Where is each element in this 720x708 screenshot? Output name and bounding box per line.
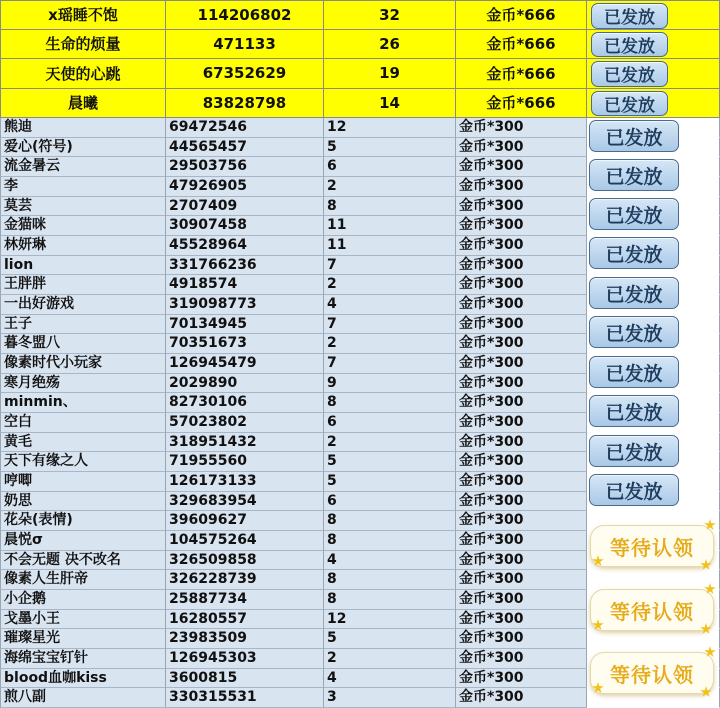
player-name-cell: 晨悦σ	[0, 531, 166, 551]
player-name-cell: 流金暑云	[0, 157, 166, 177]
player-id-cell: 331766236	[166, 256, 324, 276]
player-name-cell: 小企鹅	[0, 590, 166, 610]
level-cell: 11	[324, 216, 456, 236]
player-name-cell: 晨曦	[0, 89, 166, 119]
reward-cell: 金币*300	[456, 492, 587, 512]
player-id-cell: 330315531	[166, 688, 324, 708]
player-id-cell: 45528964	[166, 236, 324, 256]
released-button[interactable]: 已发放	[591, 61, 668, 87]
level-cell: 5	[324, 472, 456, 492]
reward-cell: 金币*300	[456, 295, 587, 315]
reward-cell: 金币*666	[456, 59, 587, 89]
player-id-cell: 114206802	[166, 0, 324, 30]
top-reward-row	[0, 89, 720, 119]
player-name-cell: 空白	[0, 413, 166, 433]
level-cell: 5	[324, 629, 456, 649]
player-name-cell: 爱心(符号)	[0, 138, 166, 158]
released-button[interactable]: 已发放	[591, 91, 668, 117]
pending-claim-button[interactable]: 等待认领	[590, 589, 714, 631]
player-name-cell: 奶思	[0, 492, 166, 512]
level-cell: 6	[324, 157, 456, 177]
player-name-cell: 林妍琳	[0, 236, 166, 256]
level-cell: 7	[324, 315, 456, 335]
level-cell: 9	[324, 374, 456, 394]
player-id-cell: 71955560	[166, 452, 324, 472]
status-cell	[587, 0, 720, 30]
player-id-cell: 83828798	[166, 89, 324, 119]
level-cell: 2	[324, 334, 456, 354]
player-name-cell: 戈墨小王	[0, 610, 166, 630]
released-button[interactable]: 已发放	[589, 356, 679, 388]
released-button[interactable]: 已发放	[589, 237, 679, 269]
player-id-cell: 29503756	[166, 157, 324, 177]
player-name-cell: 暮冬盟八	[0, 334, 166, 354]
reward-cell: 金币*300	[456, 452, 587, 472]
released-button[interactable]: 已发放	[589, 395, 679, 427]
released-button[interactable]: 已发放	[589, 435, 679, 467]
player-name-cell: 哼唧	[0, 472, 166, 492]
reward-cell: 金币*300	[456, 118, 587, 138]
level-cell: 2	[324, 433, 456, 453]
player-id-cell: 25887734	[166, 590, 324, 610]
level-cell: 19	[324, 59, 456, 89]
player-name-cell: 生命的烦量	[0, 30, 166, 60]
player-id-cell: 2029890	[166, 374, 324, 394]
reward-cell: 金币*300	[456, 334, 587, 354]
released-button[interactable]: 已发放	[589, 316, 679, 348]
reward-cell: 金币*300	[456, 354, 587, 374]
level-cell: 4	[324, 551, 456, 571]
player-id-cell: 318951432	[166, 433, 324, 453]
reward-cell: 金币*300	[456, 216, 587, 236]
player-id-cell: 44565457	[166, 138, 324, 158]
reward-cell: 金币*300	[456, 649, 587, 669]
level-cell: 8	[324, 531, 456, 551]
player-name-cell: 寒月绝殇	[0, 374, 166, 394]
player-id-cell: 329683954	[166, 492, 324, 512]
reward-cell: 金币*300	[456, 590, 587, 610]
player-id-cell: 16280557	[166, 610, 324, 630]
player-name-cell: 李	[0, 177, 166, 197]
player-name-cell: 花朵(表情)	[0, 511, 166, 531]
player-name-cell: lion	[0, 256, 166, 276]
reward-cell: 金币*300	[456, 393, 587, 413]
player-name-cell: 一出好游戏	[0, 295, 166, 315]
top-reward-row	[0, 30, 720, 60]
reward-cell: 金币*666	[456, 0, 587, 30]
player-name-cell: 金猫咪	[0, 216, 166, 236]
released-button[interactable]: 已发放	[589, 474, 679, 506]
level-cell: 12	[324, 610, 456, 630]
player-name-cell: blood血咖kiss	[0, 669, 166, 689]
level-cell: 4	[324, 295, 456, 315]
released-button[interactable]: 已发放	[591, 32, 668, 58]
player-id-cell: 47926905	[166, 177, 324, 197]
released-button[interactable]: 已发放	[589, 198, 679, 230]
reward-cell: 金币*300	[456, 275, 587, 295]
pending-claim-button[interactable]: 等待认领	[590, 652, 714, 694]
reward-cell: 金币*666	[456, 89, 587, 119]
player-id-cell: 319098773	[166, 295, 324, 315]
player-id-cell: 23983509	[166, 629, 324, 649]
pending-claim-button[interactable]: 等待认领	[590, 525, 714, 567]
player-name-cell: 天使的心跳	[0, 59, 166, 89]
player-name-cell: 煎八副	[0, 688, 166, 708]
reward-cell: 金币*300	[456, 374, 587, 394]
level-cell: 7	[324, 256, 456, 276]
player-name-cell: 王胖胖	[0, 275, 166, 295]
status-cell	[587, 629, 720, 649]
reward-row	[0, 629, 720, 649]
level-cell: 8	[324, 511, 456, 531]
player-id-cell: 326509858	[166, 551, 324, 571]
player-name-cell: 像素时代小玩家	[0, 354, 166, 374]
player-id-cell: 69472546	[166, 118, 324, 138]
player-id-cell: 70134945	[166, 315, 324, 335]
reward-cell: 金币*300	[456, 629, 587, 649]
player-id-cell: 67352629	[166, 59, 324, 89]
level-cell: 26	[324, 30, 456, 60]
level-cell: 6	[324, 413, 456, 433]
level-cell: 8	[324, 570, 456, 590]
player-id-cell: 326228739	[166, 570, 324, 590]
reward-cell: 金币*300	[456, 669, 587, 689]
reward-cell: 金币*300	[456, 413, 587, 433]
level-cell: 8	[324, 590, 456, 610]
status-cell	[587, 570, 720, 590]
level-cell: 8	[324, 197, 456, 217]
level-cell: 3	[324, 688, 456, 708]
reward-cell: 金币*300	[456, 531, 587, 551]
player-id-cell: 126945479	[166, 354, 324, 374]
released-button[interactable]: 已发放	[589, 159, 679, 191]
reward-cell: 金币*300	[456, 138, 587, 158]
player-id-cell: 126173133	[166, 472, 324, 492]
status-cell	[587, 59, 720, 89]
reward-cell: 金币*300	[456, 197, 587, 217]
status-cell	[587, 30, 720, 60]
status-cell	[587, 89, 720, 119]
player-name-cell: minmin、	[0, 393, 166, 413]
player-id-cell: 104575264	[166, 531, 324, 551]
level-cell: 2	[324, 649, 456, 669]
released-button[interactable]: 已发放	[589, 120, 679, 152]
player-name-cell: 不会无题 决不改名	[0, 551, 166, 571]
reward-cell: 金币*300	[456, 157, 587, 177]
player-name-cell: 海绵宝宝钉针	[0, 649, 166, 669]
player-name-cell: 莫芸	[0, 197, 166, 217]
player-id-cell: 70351673	[166, 334, 324, 354]
level-cell: 11	[324, 236, 456, 256]
level-cell: 6	[324, 492, 456, 512]
player-id-cell: 2707409	[166, 197, 324, 217]
reward-cell: 金币*666	[456, 30, 587, 60]
released-button[interactable]: 已发放	[589, 277, 679, 309]
player-name-cell: 王子	[0, 315, 166, 335]
level-cell: 4	[324, 669, 456, 689]
reward-cell: 金币*300	[456, 236, 587, 256]
reward-cell: 金币*300	[456, 472, 587, 492]
player-name-cell: 像素人生肝帝	[0, 570, 166, 590]
reward-cell: 金币*300	[456, 570, 587, 590]
level-cell: 7	[324, 354, 456, 374]
reward-cell: 金币*300	[456, 256, 587, 276]
reward-cell: 金币*300	[456, 433, 587, 453]
level-cell: 8	[324, 393, 456, 413]
level-cell: 12	[324, 118, 456, 138]
level-cell: 32	[324, 0, 456, 30]
player-id-cell: 4918574	[166, 275, 324, 295]
reward-cell: 金币*300	[456, 315, 587, 335]
player-id-cell: 471133	[166, 30, 324, 60]
player-name-cell: x瑶睡不饱	[0, 0, 166, 30]
level-cell: 2	[324, 177, 456, 197]
player-name-cell: 天下有缘之人	[0, 452, 166, 472]
reward-cell: 金币*300	[456, 511, 587, 531]
player-id-cell: 126945303	[166, 649, 324, 669]
reward-cell: 金币*300	[456, 177, 587, 197]
top-reward-row	[0, 59, 720, 89]
released-button[interactable]: 已发放	[591, 3, 668, 29]
player-id-cell: 3600815	[166, 669, 324, 689]
top-reward-row	[0, 0, 720, 30]
reward-cell: 金币*300	[456, 688, 587, 708]
player-id-cell: 30907458	[166, 216, 324, 236]
player-id-cell: 82730106	[166, 393, 324, 413]
reward-cell: 金币*300	[456, 610, 587, 630]
player-name-cell: 黄毛	[0, 433, 166, 453]
reward-cell: 金币*300	[456, 551, 587, 571]
level-cell: 14	[324, 89, 456, 119]
player-id-cell: 57023802	[166, 413, 324, 433]
player-id-cell: 39609627	[166, 511, 324, 531]
level-cell: 5	[324, 138, 456, 158]
reward-row	[0, 570, 720, 590]
level-cell: 2	[324, 275, 456, 295]
level-cell: 5	[324, 452, 456, 472]
player-name-cell: 熊迪	[0, 118, 166, 138]
player-name-cell: 璀璨星光	[0, 629, 166, 649]
